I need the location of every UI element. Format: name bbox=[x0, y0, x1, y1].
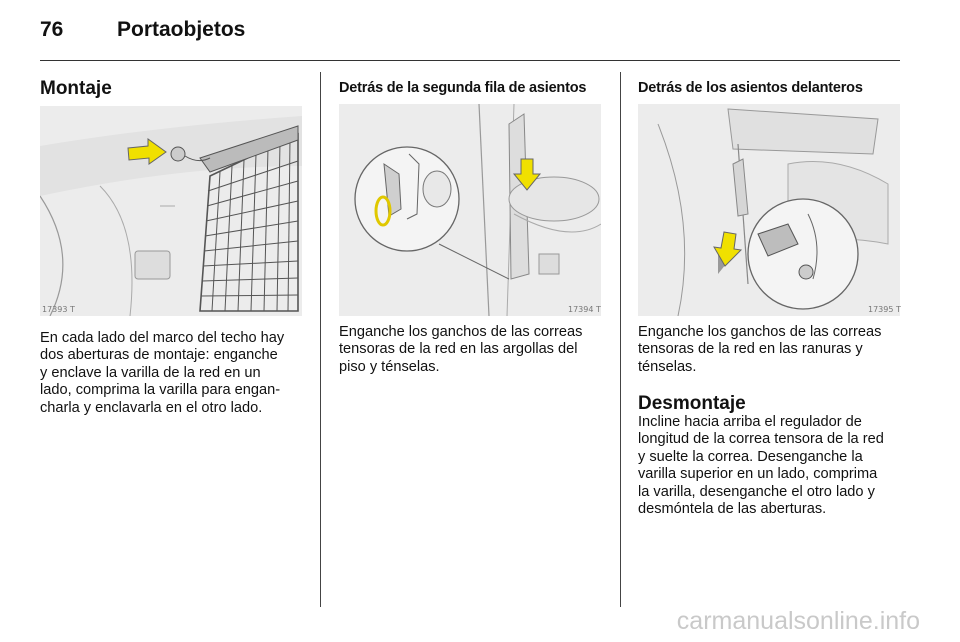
paragraph-second-row bbox=[339, 324, 614, 376]
page-number: 76 bbox=[40, 18, 64, 41]
text-line: Incline hacia arriba el regulador de bbox=[638, 414, 862, 430]
section-heading-montaje: Montaje bbox=[40, 78, 112, 99]
section-heading-desmontaje: Desmontaje bbox=[638, 393, 746, 414]
text-line: Enganche los ganchos de las correas bbox=[339, 324, 583, 340]
text-line: longitud de la correa tensora de la red bbox=[638, 431, 884, 448]
image-code: 17395 T bbox=[868, 305, 901, 314]
paragraph-desmontaje bbox=[638, 414, 903, 518]
text-line: dos aberturas de montaje: enganche bbox=[40, 347, 278, 364]
text-line: charla y enclavarla en el otro lado. bbox=[40, 399, 263, 416]
paragraph-montaje bbox=[40, 330, 310, 417]
text-line: y suelte la correa. Desenganche la bbox=[638, 448, 863, 465]
text-line: tensoras de la red en las ranuras y bbox=[638, 341, 863, 358]
illustration-front-seats bbox=[638, 104, 900, 316]
section-heading-second-row: Detrás de la segunda fila de asientos bbox=[339, 80, 587, 96]
illustration-second-row bbox=[339, 104, 601, 316]
watermark: carmanualsonline.info bbox=[676, 607, 920, 635]
text-line: En cada lado del marco del techo hay bbox=[40, 330, 285, 346]
text-line: ténselas. bbox=[638, 358, 697, 375]
text-line: tensoras de la red en las argollas del bbox=[339, 341, 578, 358]
column-divider-2 bbox=[620, 72, 621, 607]
text-line: lado, comprima la varilla para engan- bbox=[40, 382, 281, 399]
text-line: y enclave la varilla de la red en un bbox=[40, 364, 261, 381]
paragraph-front-seats bbox=[638, 324, 903, 376]
image-code: 17394 T bbox=[568, 305, 601, 314]
text-line: varilla superior en un lado, comprima bbox=[638, 466, 878, 483]
image-code: 17393 T bbox=[42, 305, 75, 314]
illustration-roof-frame bbox=[40, 106, 302, 316]
page-title: Portaobjetos bbox=[117, 18, 246, 41]
section-heading-front-seats: Detrás de los asientos delanteros bbox=[638, 80, 863, 96]
header-rule bbox=[40, 60, 900, 61]
text-line: desmóntela de las aberturas. bbox=[638, 501, 827, 518]
text-line: piso y ténselas. bbox=[339, 358, 440, 375]
text-line: la varilla, desenganche el otro lado y bbox=[638, 483, 875, 500]
column-divider-1 bbox=[320, 72, 321, 607]
text-line: Enganche los ganchos de las correas bbox=[638, 324, 882, 340]
